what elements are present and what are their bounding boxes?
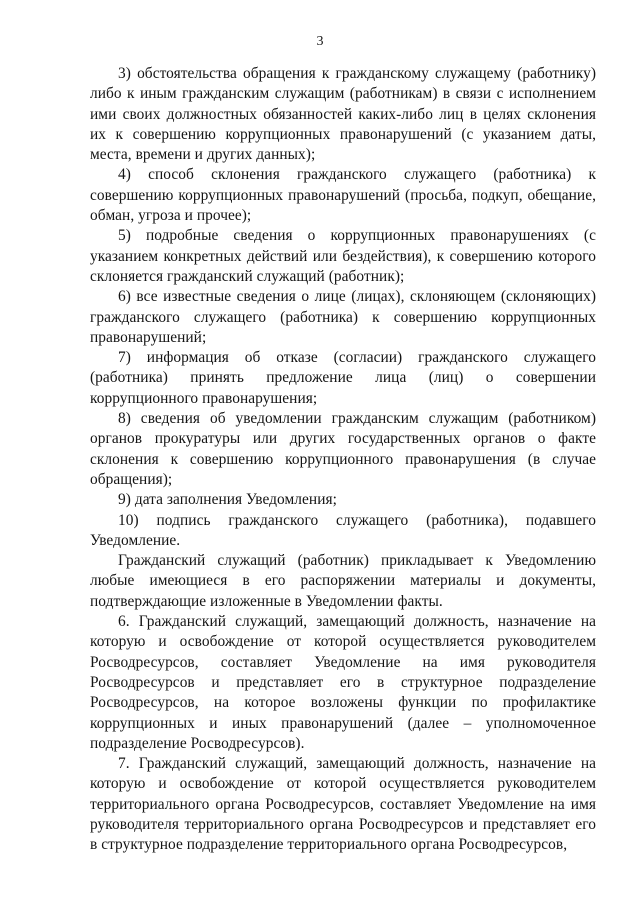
page-number: 3 (316, 34, 324, 49)
paragraph-section-6: 6. Гражданский служащий, замещающий должность, назначение на которую и освобождение от которой осуществляется руководителем Росводресурсов, составляет Уведомление на имя руководителя Росводресурсов и представляет его в структурное подразделение Росводресурсов, на которое возложены функции по профилактике коррупционных и иных правонарушений (далее – уполномоченное подразделение Росводресурсов). (90, 613, 596, 752)
paragraph-item-10: 10) подпись гражданского служащего (работника), подавшего Уведомление. (90, 511, 596, 549)
document-body (90, 64, 596, 856)
paragraph-item-6: 6) все известные сведения о лице (лицах), склоняющем (склоняющих) гражданского служащего (работника) к совершению коррупционных правонарушений; (90, 288, 596, 346)
paragraph-attachments: Гражданский служащий (работник) прикладывает к Уведомлению любые имеющиеся в его распоряжении материалы и документы, подтверждающие изложенные в Уведомлении факты. (90, 552, 596, 610)
paragraph-item-9: 9) дата заполнения Уведомления; (118, 491, 337, 509)
paragraph-item-8: 8) сведения об уведомлении гражданским служащим (работником) органов прокуратуры или других государственных органов о факте склонения к совершению коррупционного правонарушения (в случае обращения); (90, 410, 596, 488)
paragraph-item-5: 5) подробные сведения о коррупционных правонарушениях (с указанием конкретных действий или бездействия), к совершению которого склоняется гражданский служащий (работник); (90, 227, 596, 285)
paragraph-item-4: 4) способ склонения гражданского служащего (работника) к совершению коррупционных правонарушений (просьба, подкуп, обещание, обман, угроза и прочее); (90, 166, 596, 225)
paragraph-item-3: 3) обстоятельства обращения к гражданскому служащему (работнику) либо к иным гражданским служащим (работникам) в связи с исполнением ими своих должностных обязанностей каких-либо лиц в целях склонения их к совершению коррупционных правонарушений (с указанием даты, места, времени и других данных); (90, 65, 596, 164)
paragraph-section-7: 7. Гражданский служащий, замещающий должность, назначение на которую и освобождение от которой осуществляется руководителем территориального органа Росводресурсов, составляет Уведомление на имя руководителя территориального органа Росводресурсов и представляет его в структурное подразделение территориального органа Росводресурсов, (90, 755, 596, 854)
paragraph-item-7: 7) информация об отказе (согласии) гражданского служащего (работника) принять предложение лица (лиц) о совершении коррупционного правонарушения; (90, 349, 596, 407)
